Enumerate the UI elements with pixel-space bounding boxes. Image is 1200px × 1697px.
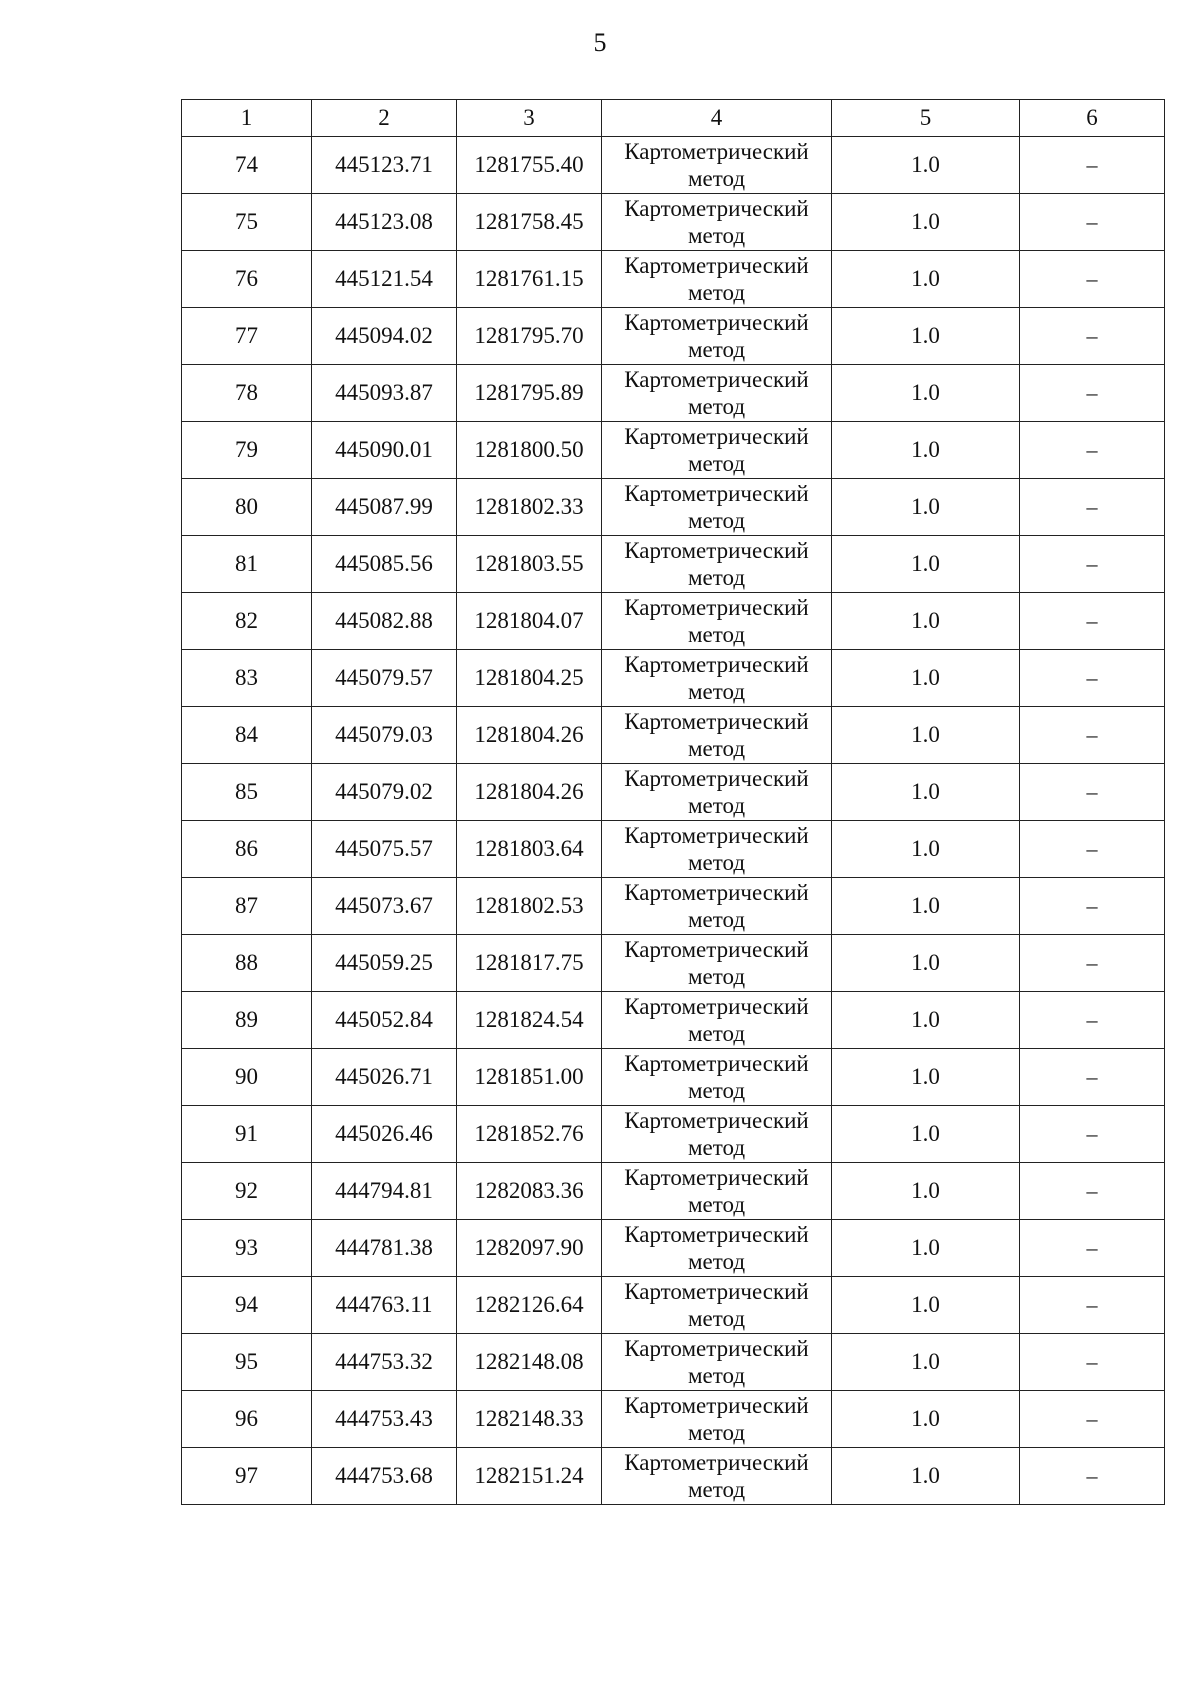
point-number-cell: 75 <box>182 194 312 251</box>
y-coordinate-cell: 1281755.40 <box>457 137 602 194</box>
table-row <box>182 593 1165 650</box>
y-coordinate-cell: 1281761.15 <box>457 251 602 308</box>
note-cell: – <box>1020 1334 1165 1391</box>
note-cell: – <box>1020 821 1165 878</box>
table-body <box>182 137 1165 1505</box>
method-cell: Картометрический метод <box>602 707 832 764</box>
accuracy-cell: 1.0 <box>832 422 1020 479</box>
note-cell: – <box>1020 1448 1165 1505</box>
x-coordinate-cell: 445073.67 <box>312 878 457 935</box>
method-cell: Картометрический метод <box>602 1277 832 1334</box>
table-row <box>182 137 1165 194</box>
note-cell: – <box>1020 593 1165 650</box>
table-row <box>182 1391 1165 1448</box>
note-cell: – <box>1020 1277 1165 1334</box>
point-number-cell: 96 <box>182 1391 312 1448</box>
accuracy-cell: 1.0 <box>832 1049 1020 1106</box>
table-row <box>182 422 1165 479</box>
accuracy-cell: 1.0 <box>832 308 1020 365</box>
table-row <box>182 1448 1165 1505</box>
point-number-cell: 74 <box>182 137 312 194</box>
note-cell: – <box>1020 935 1165 992</box>
column-header-5: 5 <box>832 100 1020 137</box>
note-cell: – <box>1020 650 1165 707</box>
table-row <box>182 935 1165 992</box>
note-cell: – <box>1020 251 1165 308</box>
table-row <box>182 308 1165 365</box>
page-number: 5 <box>593 28 607 57</box>
accuracy-cell: 1.0 <box>832 137 1020 194</box>
accuracy-cell: 1.0 <box>832 536 1020 593</box>
method-cell: Картометрический метод <box>602 935 832 992</box>
note-cell: – <box>1020 365 1165 422</box>
note-cell: – <box>1020 194 1165 251</box>
x-coordinate-cell: 445079.03 <box>312 707 457 764</box>
note-cell: – <box>1020 1049 1165 1106</box>
x-coordinate-cell: 445085.56 <box>312 536 457 593</box>
y-coordinate-cell: 1282151.24 <box>457 1448 602 1505</box>
method-cell: Картометрический метод <box>602 992 832 1049</box>
x-coordinate-cell: 445059.25 <box>312 935 457 992</box>
y-coordinate-cell: 1281795.89 <box>457 365 602 422</box>
note-cell: – <box>1020 1106 1165 1163</box>
method-cell: Картометрический метод <box>602 764 832 821</box>
accuracy-cell: 1.0 <box>832 707 1020 764</box>
method-cell: Картометрический метод <box>602 422 832 479</box>
note-cell: – <box>1020 992 1165 1049</box>
table-row <box>182 1163 1165 1220</box>
x-coordinate-cell: 445087.99 <box>312 479 457 536</box>
method-cell: Картометрический метод <box>602 479 832 536</box>
column-header-4: 4 <box>602 100 832 137</box>
accuracy-cell: 1.0 <box>832 593 1020 650</box>
accuracy-cell: 1.0 <box>832 1277 1020 1334</box>
method-cell: Картометрический метод <box>602 1448 832 1505</box>
x-coordinate-cell: 445026.71 <box>312 1049 457 1106</box>
x-coordinate-cell: 445123.71 <box>312 137 457 194</box>
point-number-cell: 92 <box>182 1163 312 1220</box>
point-number-cell: 87 <box>182 878 312 935</box>
point-number-cell: 82 <box>182 593 312 650</box>
table-row <box>182 194 1165 251</box>
y-coordinate-cell: 1282083.36 <box>457 1163 602 1220</box>
accuracy-cell: 1.0 <box>832 479 1020 536</box>
accuracy-cell: 1.0 <box>832 194 1020 251</box>
table-row <box>182 365 1165 422</box>
point-number-cell: 85 <box>182 764 312 821</box>
note-cell: – <box>1020 1163 1165 1220</box>
method-cell: Картометрический метод <box>602 536 832 593</box>
x-coordinate-cell: 444781.38 <box>312 1220 457 1277</box>
point-number-cell: 84 <box>182 707 312 764</box>
accuracy-cell: 1.0 <box>832 878 1020 935</box>
accuracy-cell: 1.0 <box>832 1163 1020 1220</box>
note-cell: – <box>1020 1220 1165 1277</box>
table-row <box>182 764 1165 821</box>
x-coordinate-cell: 444753.43 <box>312 1391 457 1448</box>
point-number-cell: 86 <box>182 821 312 878</box>
point-number-cell: 93 <box>182 1220 312 1277</box>
x-coordinate-cell: 445079.57 <box>312 650 457 707</box>
x-coordinate-cell: 444794.81 <box>312 1163 457 1220</box>
x-coordinate-cell: 445090.01 <box>312 422 457 479</box>
table-row <box>182 650 1165 707</box>
point-number-cell: 90 <box>182 1049 312 1106</box>
note-cell: – <box>1020 479 1165 536</box>
table-row <box>182 251 1165 308</box>
table-row <box>182 1106 1165 1163</box>
table-row <box>182 992 1165 1049</box>
accuracy-cell: 1.0 <box>832 764 1020 821</box>
note-cell: – <box>1020 1391 1165 1448</box>
point-number-cell: 89 <box>182 992 312 1049</box>
method-cell: Картометрический метод <box>602 1049 832 1106</box>
x-coordinate-cell: 445121.54 <box>312 251 457 308</box>
y-coordinate-cell: 1281817.75 <box>457 935 602 992</box>
y-coordinate-cell: 1282097.90 <box>457 1220 602 1277</box>
accuracy-cell: 1.0 <box>832 1106 1020 1163</box>
y-coordinate-cell: 1282148.33 <box>457 1391 602 1448</box>
x-coordinate-cell: 444753.32 <box>312 1334 457 1391</box>
x-coordinate-cell: 445075.57 <box>312 821 457 878</box>
table-row <box>182 1277 1165 1334</box>
table-row <box>182 1220 1165 1277</box>
method-cell: Картометрический метод <box>602 878 832 935</box>
y-coordinate-cell: 1281795.70 <box>457 308 602 365</box>
coordinates-table <box>181 99 1165 1505</box>
accuracy-cell: 1.0 <box>832 1391 1020 1448</box>
method-cell: Картометрический метод <box>602 821 832 878</box>
accuracy-cell: 1.0 <box>832 992 1020 1049</box>
point-number-cell: 97 <box>182 1448 312 1505</box>
note-cell: – <box>1020 878 1165 935</box>
accuracy-cell: 1.0 <box>832 935 1020 992</box>
accuracy-cell: 1.0 <box>832 1334 1020 1391</box>
x-coordinate-cell: 445052.84 <box>312 992 457 1049</box>
point-number-cell: 81 <box>182 536 312 593</box>
note-cell: – <box>1020 422 1165 479</box>
accuracy-cell: 1.0 <box>832 251 1020 308</box>
point-number-cell: 76 <box>182 251 312 308</box>
y-coordinate-cell: 1282126.64 <box>457 1277 602 1334</box>
column-header-3: 3 <box>457 100 602 137</box>
y-coordinate-cell: 1282148.08 <box>457 1334 602 1391</box>
column-header-2: 2 <box>312 100 457 137</box>
y-coordinate-cell: 1281803.55 <box>457 536 602 593</box>
table-row <box>182 1049 1165 1106</box>
x-coordinate-cell: 444753.68 <box>312 1448 457 1505</box>
table-row <box>182 479 1165 536</box>
method-cell: Картометрический метод <box>602 1106 832 1163</box>
table-row <box>182 821 1165 878</box>
x-coordinate-cell: 445093.87 <box>312 365 457 422</box>
y-coordinate-cell: 1281804.26 <box>457 707 602 764</box>
method-cell: Картометрический метод <box>602 593 832 650</box>
y-coordinate-cell: 1281758.45 <box>457 194 602 251</box>
x-coordinate-cell: 445082.88 <box>312 593 457 650</box>
column-header-1: 1 <box>182 100 312 137</box>
table-row <box>182 536 1165 593</box>
x-coordinate-cell: 445026.46 <box>312 1106 457 1163</box>
note-cell: – <box>1020 707 1165 764</box>
note-cell: – <box>1020 137 1165 194</box>
accuracy-cell: 1.0 <box>832 365 1020 422</box>
method-cell: Картометрический метод <box>602 137 832 194</box>
y-coordinate-cell: 1281802.53 <box>457 878 602 935</box>
column-header-6: 6 <box>1020 100 1165 137</box>
x-coordinate-cell: 445094.02 <box>312 308 457 365</box>
x-coordinate-cell: 445123.08 <box>312 194 457 251</box>
table-header-row <box>182 100 1165 137</box>
point-number-cell: 80 <box>182 479 312 536</box>
method-cell: Картометрический метод <box>602 1220 832 1277</box>
accuracy-cell: 1.0 <box>832 821 1020 878</box>
y-coordinate-cell: 1281800.50 <box>457 422 602 479</box>
y-coordinate-cell: 1281802.33 <box>457 479 602 536</box>
method-cell: Картометрический метод <box>602 251 832 308</box>
y-coordinate-cell: 1281804.26 <box>457 764 602 821</box>
table-row <box>182 1334 1165 1391</box>
y-coordinate-cell: 1281803.64 <box>457 821 602 878</box>
accuracy-cell: 1.0 <box>832 1448 1020 1505</box>
note-cell: – <box>1020 764 1165 821</box>
point-number-cell: 95 <box>182 1334 312 1391</box>
x-coordinate-cell: 445079.02 <box>312 764 457 821</box>
table-row <box>182 707 1165 764</box>
point-number-cell: 77 <box>182 308 312 365</box>
method-cell: Картометрический метод <box>602 1391 832 1448</box>
method-cell: Картометрический метод <box>602 650 832 707</box>
accuracy-cell: 1.0 <box>832 1220 1020 1277</box>
y-coordinate-cell: 1281804.25 <box>457 650 602 707</box>
method-cell: Картометрический метод <box>602 1163 832 1220</box>
y-coordinate-cell: 1281804.07 <box>457 593 602 650</box>
point-number-cell: 94 <box>182 1277 312 1334</box>
x-coordinate-cell: 444763.11 <box>312 1277 457 1334</box>
method-cell: Картометрический метод <box>602 194 832 251</box>
note-cell: – <box>1020 536 1165 593</box>
method-cell: Картометрический метод <box>602 365 832 422</box>
table-row <box>182 878 1165 935</box>
point-number-cell: 88 <box>182 935 312 992</box>
note-cell: – <box>1020 308 1165 365</box>
point-number-cell: 83 <box>182 650 312 707</box>
point-number-cell: 79 <box>182 422 312 479</box>
point-number-cell: 78 <box>182 365 312 422</box>
point-number-cell: 91 <box>182 1106 312 1163</box>
y-coordinate-cell: 1281851.00 <box>457 1049 602 1106</box>
accuracy-cell: 1.0 <box>832 650 1020 707</box>
method-cell: Картометрический метод <box>602 308 832 365</box>
method-cell: Картометрический метод <box>602 1334 832 1391</box>
y-coordinate-cell: 1281852.76 <box>457 1106 602 1163</box>
y-coordinate-cell: 1281824.54 <box>457 992 602 1049</box>
